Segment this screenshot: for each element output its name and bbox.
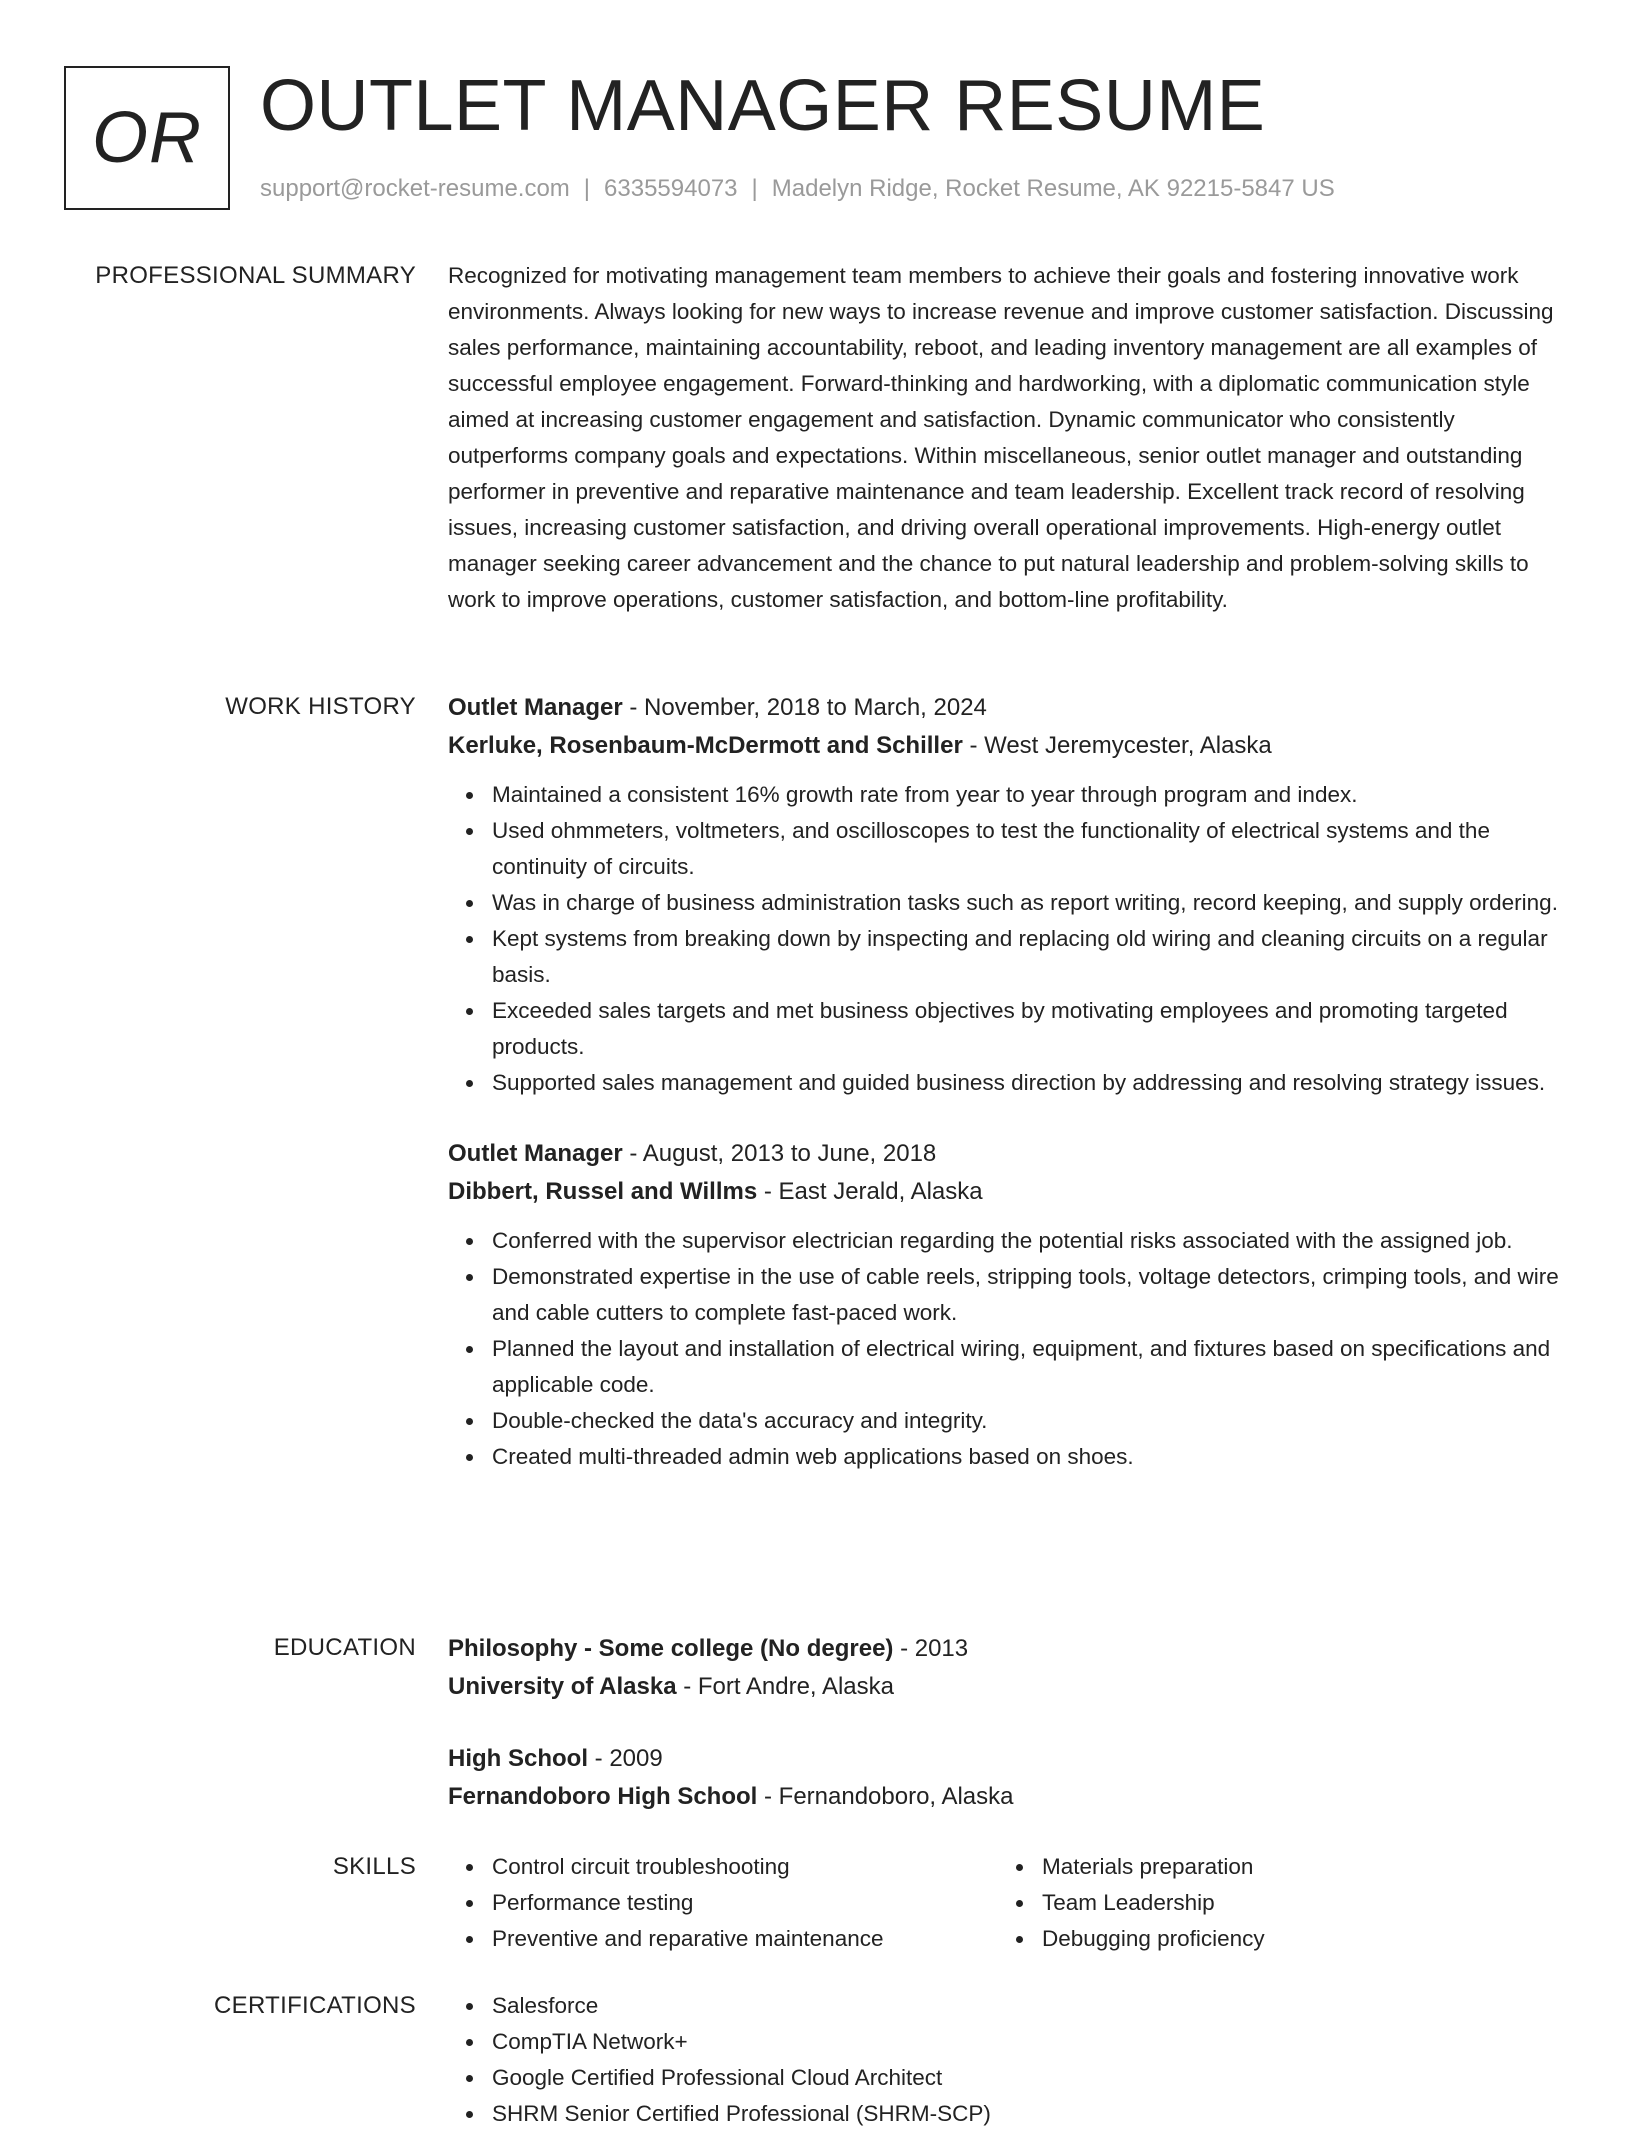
job-title: Outlet Manager: [448, 694, 623, 721]
skill-item: Preventive and reparative maintenance: [492, 1921, 998, 1957]
contact-separator: |: [751, 175, 758, 202]
education-entry: [448, 1740, 1568, 1816]
work-history-body: [448, 689, 1568, 1509]
job-bullet: Exceeded sales targets and met business objectives by motivating employees and promoting targeted products.: [492, 993, 1568, 1065]
summary-body: [448, 258, 1568, 618]
contact-separator: |: [583, 175, 591, 202]
job-bullet: Kept systems from breaking down by inspecting and replacing old wiring and cleaning circuits on a regular basis.: [492, 921, 1568, 993]
skill-item: Performance testing: [492, 1885, 998, 1921]
job-title-line: [448, 1135, 1568, 1173]
certification-item: Google Certified Professional Cloud Architect: [492, 2060, 1568, 2096]
education-year: - 2009: [588, 1745, 663, 1772]
education-degree: High School: [448, 1745, 588, 1772]
section-label-certifications: CERTIFICATIONS: [214, 1992, 416, 2019]
job-title-line: [448, 689, 1568, 727]
skills-body: [448, 1849, 1568, 1957]
education-degree: Philosophy - Some college (No degree): [448, 1635, 894, 1662]
job-location: - West Jeremycester, Alaska: [962, 732, 1272, 759]
certification-item: SHRM Senior Certified Professional (SHRM-SCP): [492, 2096, 1568, 2132]
skill-item: Debugging proficiency: [1042, 1921, 1498, 1957]
education-degree-line: [448, 1740, 1568, 1778]
job-bullet: Supported sales management and guided business direction by addressing and resolving strategy issues.: [492, 1065, 1568, 1101]
job-entry: [448, 1135, 1568, 1475]
education-location: - Fort Andre, Alaska: [676, 1673, 894, 1700]
resume-title: OUTLET MANAGER RESUME: [260, 66, 1266, 146]
skill-item: Control circuit troubleshooting: [492, 1849, 998, 1885]
certification-item: Salesforce: [492, 1988, 1568, 2024]
job-bullet: Planned the layout and installation of electrical wiring, equipment, and fixtures based on specifications and applicable code.: [492, 1331, 1568, 1403]
contact-email: support@rocket-resume.com: [260, 175, 570, 202]
summary-text: Recognized for motivating management team members to achieve their goals and fostering innovative work environments. Always looking for new ways to increase revenue and improve customer satisfaction. Discussing sales performance, maintaining accountability, reboot, and leading inventory management are all examples of successful employee engagement. Forward-thinking and hardworking, with a diplomatic communication style aimed at increasing customer engagement and satisfaction. Dynamic communicator who consistently outperforms company goals and expectations. Within miscellaneous, senior outlet manager and outstanding performer in preventive and reparative maintenance and team leadership. Excellent track record of resolving issues, increasing customer satisfaction, and driving overall operational improvements. High-energy outlet manager seeking career advancement and the chance to put natural leadership and problem-solving skills to work to improve operations, customer satisfaction, and bottom-line profitability.: [448, 263, 1554, 612]
section-label-summary: PROFESSIONAL SUMMARY: [95, 262, 416, 289]
contact-address: Madelyn Ridge, Rocket Resume, AK 92215-5847 US: [771, 175, 1335, 202]
section-label-skills: SKILLS: [332, 1853, 416, 1880]
contact-phone: 6335594073: [604, 175, 738, 202]
job-bullet: Double-checked the data's accuracy and integrity.: [492, 1403, 1568, 1439]
job-dates: - November, 2018 to March, 2024: [622, 694, 987, 721]
certifications-body: [448, 1988, 1568, 2132]
contact-line: [260, 174, 1335, 204]
education-year: - 2013: [893, 1635, 969, 1662]
job-company-line: [448, 1173, 1568, 1211]
job-company: Kerluke, Rosenbaum-McDermott and Schiller: [448, 732, 963, 759]
job-title: Outlet Manager: [448, 1140, 623, 1167]
job-bullet: Was in charge of business administration tasks such as report writing, record keeping, and supply ordering.: [492, 885, 1568, 921]
resume-header: [64, 66, 1564, 210]
education-degree-line: [448, 1630, 1568, 1668]
job-location: - East Jerald, Alaska: [757, 1178, 983, 1205]
certifications-list: [448, 1988, 1568, 2132]
education-location: - Fernandoboro, Alaska: [757, 1783, 1014, 1810]
job-company: Dibbert, Russel and Willms: [448, 1178, 758, 1205]
job-bullet: Used ohmmeters, voltmeters, and oscilloscopes to test the functionality of electrical systems and the continuity of circuits.: [492, 813, 1568, 885]
job-bullet: Created multi-threaded admin web applications based on shoes.: [492, 1439, 1568, 1475]
job-entry: [448, 689, 1568, 1101]
skills-list: [448, 1849, 998, 1957]
education-body: [448, 1630, 1568, 1850]
education-school: Fernandoboro High School: [448, 1783, 758, 1810]
section-label-work-history: WORK HISTORY: [225, 693, 416, 720]
job-bullet-list: [448, 777, 1568, 1101]
skills-list: [998, 1849, 1498, 1957]
job-company-line: [448, 727, 1568, 765]
section-label-education: EDUCATION: [273, 1634, 416, 1661]
education-school-line: [448, 1778, 1568, 1816]
skills-columns: [448, 1849, 1568, 1957]
skills-column-2: [998, 1849, 1498, 1957]
certification-item: CompTIA Network+: [492, 2024, 1568, 2060]
skills-column-1: [448, 1849, 998, 1957]
job-bullet-list: [448, 1223, 1568, 1475]
job-dates: - August, 2013 to June, 2018: [622, 1140, 937, 1167]
education-entry: [448, 1630, 1568, 1706]
skill-item: Materials preparation: [1042, 1849, 1498, 1885]
job-bullet: Demonstrated expertise in the use of cable reels, stripping tools, voltage detectors, crimping tools, and wire and cable cutters to complete fast-paced work.: [492, 1259, 1568, 1331]
job-bullet: Maintained a consistent 16% growth rate from year to year through program and index.: [492, 777, 1568, 813]
education-school: University of Alaska: [448, 1673, 677, 1700]
skill-item: Team Leadership: [1042, 1885, 1498, 1921]
monogram-logo: OR: [64, 66, 230, 210]
education-school-line: [448, 1668, 1568, 1706]
job-bullet: Conferred with the supervisor electrician regarding the potential risks associated with the assigned job.: [492, 1223, 1568, 1259]
